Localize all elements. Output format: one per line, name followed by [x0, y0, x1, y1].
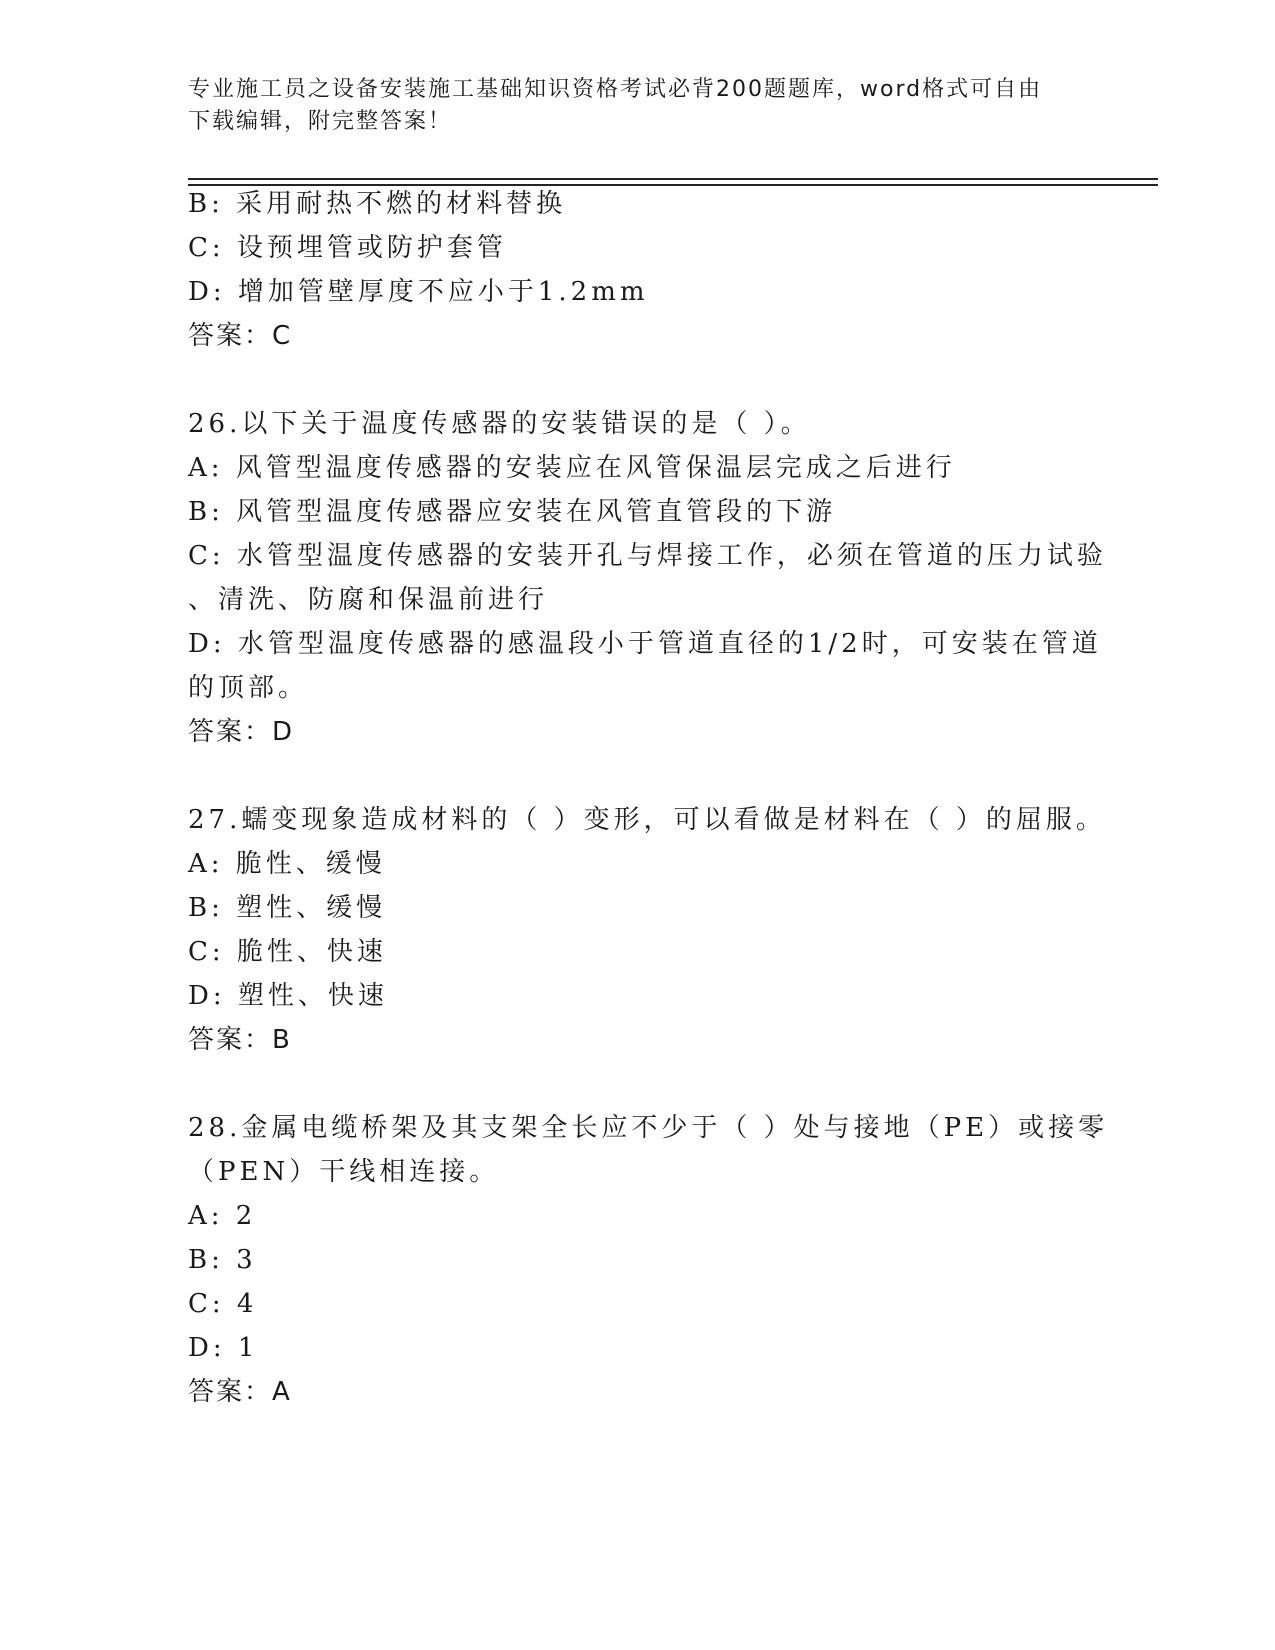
header-line-2: 下载编辑，附完整答案！ — [188, 109, 453, 134]
prev-option-c: C: 设预埋管或防护套管 — [188, 233, 507, 263]
q26-option-c: C: 水管型温度传感器的安装开孔与焊接工作，必须在管道的压力试验 — [188, 541, 1107, 571]
q26-stem: 26.以下关于温度传感器的安装错误的是（ ）。 — [188, 409, 811, 439]
q28-stem-cont: （PEN）干线相连接。 — [188, 1157, 500, 1187]
q26-option-b: B: 风管型温度传感器应安装在风管直管段的下游 — [188, 497, 837, 527]
q28-option-b: B: 3 — [188, 1245, 257, 1275]
q28-option-c: C: 4 — [188, 1289, 258, 1319]
q27-stem: 27.蠕变现象造成材料的（ ）变形，可以看做是材料在（ ）的屈服。 — [188, 805, 1106, 835]
document-header — [188, 74, 1088, 138]
prev-option-d: D: 增加管壁厚度不应小于1.2mm — [188, 277, 649, 307]
q26-answer: 答案：D — [188, 717, 295, 747]
header-divider-top — [188, 178, 1158, 180]
prev-option-b: B: 采用耐热不燃的材料替换 — [188, 189, 567, 219]
header-line-1: 专业施工员之设备安装施工基础知识资格考试必背200题题库，word格式可自由 — [188, 77, 1043, 102]
q26-option-d-cont: 的顶部。 — [188, 673, 309, 703]
q28-stem: 28.金属电缆桥架及其支架全长应不少于（ ）处与接地（PE）或接零 — [188, 1113, 1109, 1143]
q27-option-d: D: 塑性、快速 — [188, 981, 388, 1011]
q27-option-b: B: 塑性、缓慢 — [188, 893, 387, 923]
q28-option-a: A: 2 — [188, 1201, 257, 1231]
q27-option-c: C: 脆性、快速 — [188, 937, 387, 967]
header-divider-bottom — [188, 184, 1158, 186]
q27-option-a: A: 脆性、缓慢 — [188, 849, 386, 879]
prev-answer: 答案：C — [188, 321, 293, 351]
q28-answer: 答案：A — [188, 1377, 292, 1407]
q27-answer: 答案：B — [188, 1025, 292, 1055]
q28-option-d: D: 1 — [188, 1333, 259, 1363]
q26-option-a: A: 风管型温度传感器的安装应在风管保温层完成之后进行 — [188, 453, 956, 483]
q26-option-c-cont: 、清洗、防腐和保温前进行 — [188, 585, 549, 615]
q26-option-d: D: 水管型温度传感器的感温段小于管道直径的1/2时，可安装在管道 — [188, 629, 1102, 659]
